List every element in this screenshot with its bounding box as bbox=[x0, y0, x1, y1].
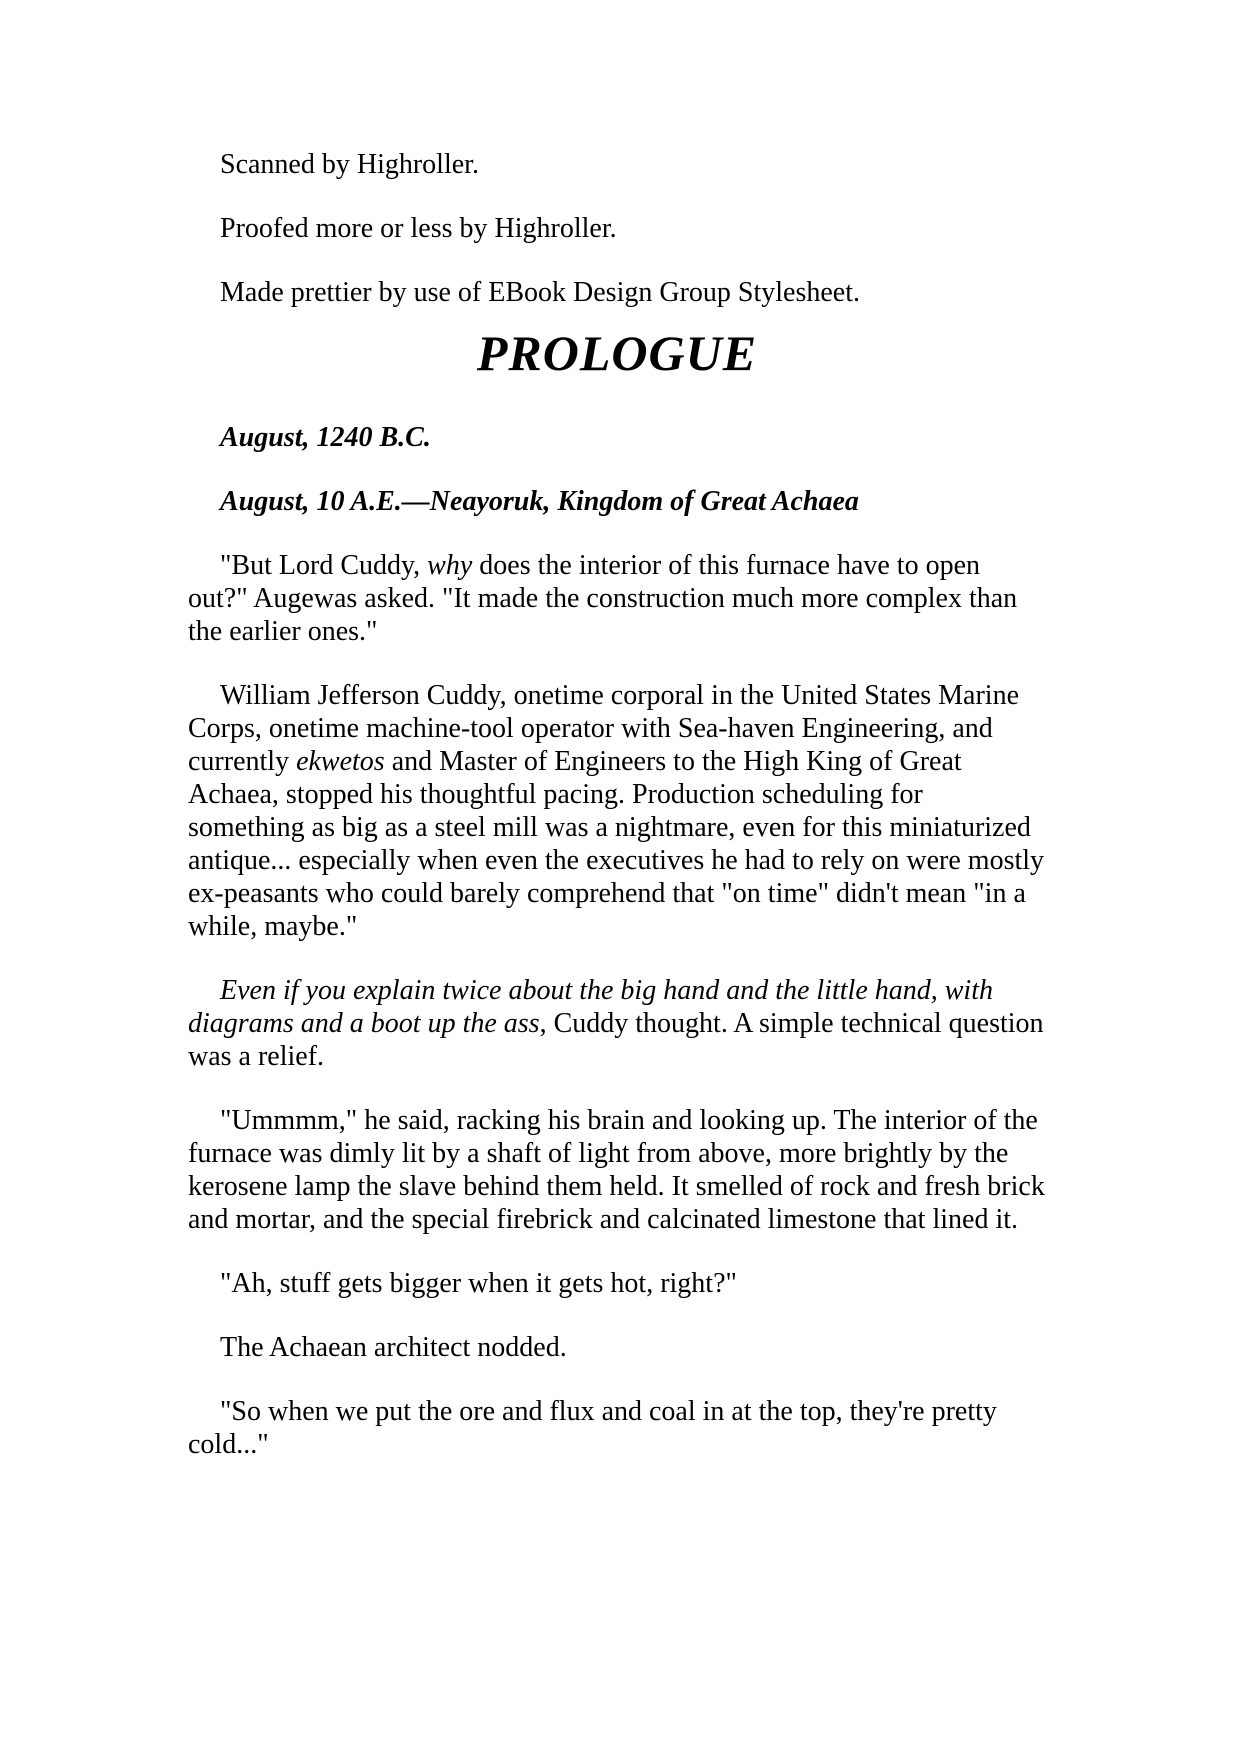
dateline-ae: August, 10 A.E.—Neayoruk, Kingdom of Great Achaea bbox=[220, 486, 859, 517]
page-content bbox=[188, 148, 1046, 1492]
body-paragraphs bbox=[188, 549, 1046, 1461]
dateline-bc: August, 1240 B.C. bbox=[220, 422, 431, 453]
body-paragraph: The Achaean architect nodded. bbox=[220, 1332, 567, 1363]
credit-line-scanned: Scanned by Highroller. bbox=[220, 149, 479, 180]
chapter-heading: PROLOGUE bbox=[476, 325, 758, 381]
body-paragraph: "But Lord Cuddy, why does the interior of this furnace have to open out?" Augewas asked. "It made the construction much more complex than the earlier ones." bbox=[188, 550, 1018, 647]
body-paragraph: "So when we put the ore and flux and coal in at the top, they're pretty cold..." bbox=[188, 1396, 997, 1460]
body-paragraph: "Ummmm," he said, racking his brain and looking up. The interior of the furnace was dimly lit by a shaft of light from above, more brightly by the kerosene lamp the slave behind them held. It smelled of rock and fresh brick and mortar, and the special firebrick and calcinated limestone that lined it. bbox=[188, 1105, 1045, 1235]
body-paragraph: "Ah, stuff gets bigger when it gets hot, right?" bbox=[220, 1268, 737, 1299]
body-paragraph: William Jefferson Cuddy, onetime corporal in the United States Marine Corps, onetime machine-tool operator with Sea-haven Engineering, and currently ekwetos and Master of Engineers to the High King of Great Achaea, stopped his thoughtful pacing. Production scheduling for something as big as a steel mill was a nightmare, even for this miniaturized antique... especially when even the executives he had to rely on were mostly ex-peasants who could barely comprehend that "on time" didn't mean "in a while, maybe." bbox=[188, 680, 1045, 942]
body-paragraph: Even if you explain twice about the big hand and the little hand, with diagrams and a boot up the ass, Cuddy thought. A simple technical question was a relief. bbox=[188, 975, 1044, 1072]
credit-line-proofed: Proofed more or less by Highroller. bbox=[220, 213, 617, 244]
credit-line-stylesheet: Made prettier by use of EBook Design Group Stylesheet. bbox=[220, 277, 860, 308]
